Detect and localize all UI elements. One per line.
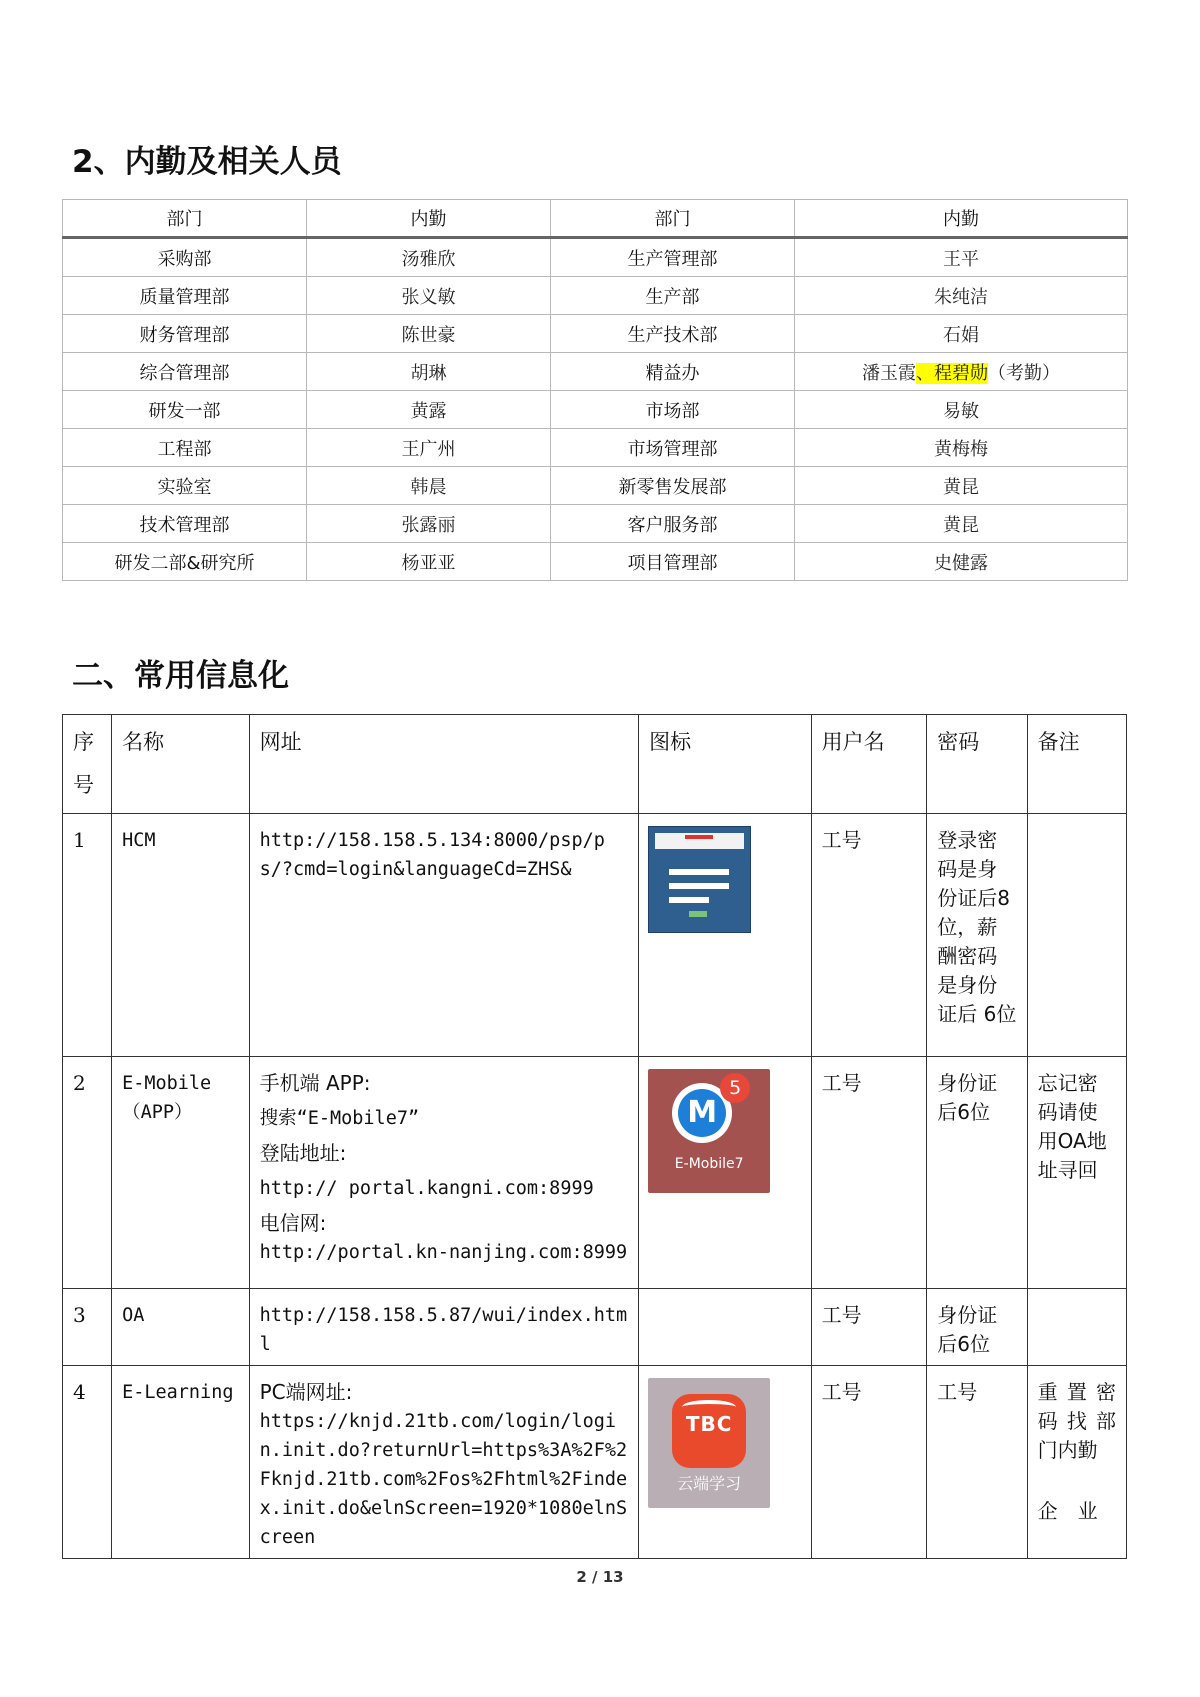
department-cell: 客户服务部 xyxy=(551,505,795,543)
department-cell: 生产管理部 xyxy=(551,238,795,277)
clerk-cell: 韩晨 xyxy=(307,467,551,505)
header-dept: 部门 xyxy=(551,200,795,238)
clerk-cell: 张义敏 xyxy=(307,277,551,315)
table-row xyxy=(63,505,1128,543)
app-caption: 云端学习 xyxy=(677,1474,742,1493)
url-search-hint: 搜索“E-Mobile7” xyxy=(259,1108,420,1129)
department-cell: 采购部 xyxy=(63,238,307,277)
clerk-cell: 黄露 xyxy=(307,391,551,429)
staff-table xyxy=(62,199,1128,581)
table-row xyxy=(63,277,1128,315)
clerk-cell xyxy=(795,353,1128,391)
clerk-cell: 王广州 xyxy=(307,429,551,467)
clerk-cell: 石娟 xyxy=(795,315,1128,353)
row-no: 2 xyxy=(63,1057,112,1289)
header-no: 序号 xyxy=(63,715,112,814)
department-cell: 研发一部 xyxy=(63,391,307,429)
row-name: E-Mobile（APP） xyxy=(112,1057,250,1289)
url-label: 手机端 APP: xyxy=(259,1071,371,1095)
department-cell: 精益办 xyxy=(551,353,795,391)
url-label: 登陆地址: xyxy=(259,1141,347,1165)
department-cell: 财务管理部 xyxy=(63,315,307,353)
department-cell: 新零售发展部 xyxy=(551,467,795,505)
row-note xyxy=(1027,1289,1126,1366)
clerk-cell: 胡琳 xyxy=(307,353,551,391)
note-text-tail: 企 业 xyxy=(1037,1499,1098,1523)
url-label: 电信网: xyxy=(259,1211,327,1235)
row-no: 3 xyxy=(63,1289,112,1366)
department-cell: 实验室 xyxy=(63,467,307,505)
row-url xyxy=(249,1366,639,1559)
row-username: 工号 xyxy=(811,1057,927,1289)
table-row xyxy=(63,467,1128,505)
oracle-login-icon xyxy=(648,826,751,933)
table-row xyxy=(63,1366,1127,1559)
clerk-cell: 汤雅欣 xyxy=(307,238,551,277)
row-url-link[interactable]: http://158.158.5.134:8000/psp/ps/?cmd=login&languageCd=ZHS& xyxy=(249,814,639,1057)
table-row xyxy=(63,429,1128,467)
department-cell: 市场管理部 xyxy=(551,429,795,467)
url-link[interactable]: http://portal.kn-nanjing.com:8999 xyxy=(259,1242,628,1263)
m-letter-icon: M xyxy=(678,1089,726,1137)
row-note: 忘记密码请使用OA地址寻回 xyxy=(1027,1057,1126,1289)
department-cell: 市场部 xyxy=(551,391,795,429)
department-cell: 工程部 xyxy=(63,429,307,467)
table-row xyxy=(63,353,1128,391)
clerk-cell: 黄昆 xyxy=(795,505,1128,543)
department-cell: 质量管理部 xyxy=(63,277,307,315)
row-no: 1 xyxy=(63,814,112,1057)
attendance-note: （考勤） xyxy=(988,362,1060,384)
notification-badge: 5 xyxy=(720,1073,750,1103)
app-caption: E-Mobile7 xyxy=(674,1156,744,1172)
row-name: OA xyxy=(112,1289,250,1366)
clerk-name: 潘玉霞 xyxy=(862,362,916,384)
department-cell: 项目管理部 xyxy=(551,543,795,581)
row-username: 工号 xyxy=(811,1366,927,1559)
url-label: PC端网址: xyxy=(259,1380,353,1404)
table-row xyxy=(63,238,1128,277)
table-row xyxy=(63,543,1128,581)
url-link[interactable]: https://knjd.21tb.com/login/login.init.do?returnUrl=https%3A%2F%2Fknjd.21tb.com%2Fos%2Fhtml%2Findex.init.do&elnScreen=1920*1080elnScreen xyxy=(259,1411,628,1548)
row-note xyxy=(1027,1366,1126,1559)
header-username: 用户名 xyxy=(811,715,927,814)
note-text: 重置密码找部门内勤 xyxy=(1037,1380,1116,1462)
clerk-cell: 杨亚亚 xyxy=(307,543,551,581)
clerk-cell: 史健露 xyxy=(795,543,1128,581)
row-password: 身份证后6位 xyxy=(927,1289,1027,1366)
table-row xyxy=(63,391,1128,429)
header-name: 名称 xyxy=(112,715,250,814)
row-no: 4 xyxy=(63,1366,112,1559)
row-password: 身份证后6位 xyxy=(927,1057,1027,1289)
clerk-cell: 黄梅梅 xyxy=(795,429,1128,467)
row-username: 工号 xyxy=(811,1289,927,1366)
login-button-icon xyxy=(689,911,707,917)
clerk-cell: 黄昆 xyxy=(795,467,1128,505)
department-cell: 综合管理部 xyxy=(63,353,307,391)
row-icon xyxy=(639,1289,811,1366)
department-cell: 生产部 xyxy=(551,277,795,315)
url-link[interactable]: http:// portal.kangni.com:8999 xyxy=(259,1178,594,1199)
header-clerk: 内勤 xyxy=(795,200,1128,238)
clerk-cell: 张露丽 xyxy=(307,505,551,543)
clerk-cell: 朱纯洁 xyxy=(795,277,1128,315)
systems-table xyxy=(62,714,1127,1559)
clerk-cell: 易敏 xyxy=(795,391,1128,429)
row-url xyxy=(249,1057,639,1289)
header-clerk: 内勤 xyxy=(307,200,551,238)
row-username: 工号 xyxy=(811,814,927,1057)
department-cell: 技术管理部 xyxy=(63,505,307,543)
department-cell: 研发二部&研究所 xyxy=(63,543,307,581)
table-row xyxy=(63,315,1128,353)
row-password: 工号 xyxy=(927,1366,1027,1559)
clerk-cell: 陈世豪 xyxy=(307,315,551,353)
clerk-cell: 王平 xyxy=(795,238,1128,277)
header-password: 密码 xyxy=(927,715,1027,814)
tbc-logo: TBC xyxy=(685,1412,733,1436)
row-icon xyxy=(639,814,811,1057)
systems-table-header xyxy=(63,715,1127,814)
e-mobile7-app-icon xyxy=(648,1069,770,1193)
row-icon xyxy=(639,1057,811,1289)
login-field-icon xyxy=(669,883,729,889)
row-url-link[interactable]: http://158.158.5.87/wui/index.html xyxy=(249,1289,639,1366)
page-number: 2 / 13 xyxy=(576,1568,624,1586)
table-row xyxy=(63,1289,1127,1366)
header-icon: 图标 xyxy=(639,715,811,814)
row-password: 登录密码是身份证后8位，薪酬密码是身份证后 6位 xyxy=(927,814,1027,1057)
section-title-staff: 2、内勤及相关人员 xyxy=(72,144,342,180)
table-row xyxy=(63,1057,1127,1289)
department-cell: 生产技术部 xyxy=(551,315,795,353)
login-field-icon xyxy=(669,869,729,875)
row-name: E-Learning xyxy=(112,1366,250,1559)
row-note xyxy=(1027,814,1126,1057)
login-field-icon xyxy=(669,897,709,903)
row-name: HCM xyxy=(112,814,250,1057)
header-url: 网址 xyxy=(249,715,639,814)
header-dept: 部门 xyxy=(63,200,307,238)
row-icon xyxy=(639,1366,811,1559)
table-row xyxy=(63,814,1127,1057)
section-title-info: 二、常用信息化 xyxy=(72,658,289,694)
highlighted-clerk-name: 、程碧勋 xyxy=(916,362,988,384)
staff-table-header xyxy=(63,200,1128,238)
tbc-cloud-learning-icon xyxy=(648,1378,770,1508)
oracle-logo-icon xyxy=(685,835,713,839)
header-note: 备注 xyxy=(1027,715,1126,814)
